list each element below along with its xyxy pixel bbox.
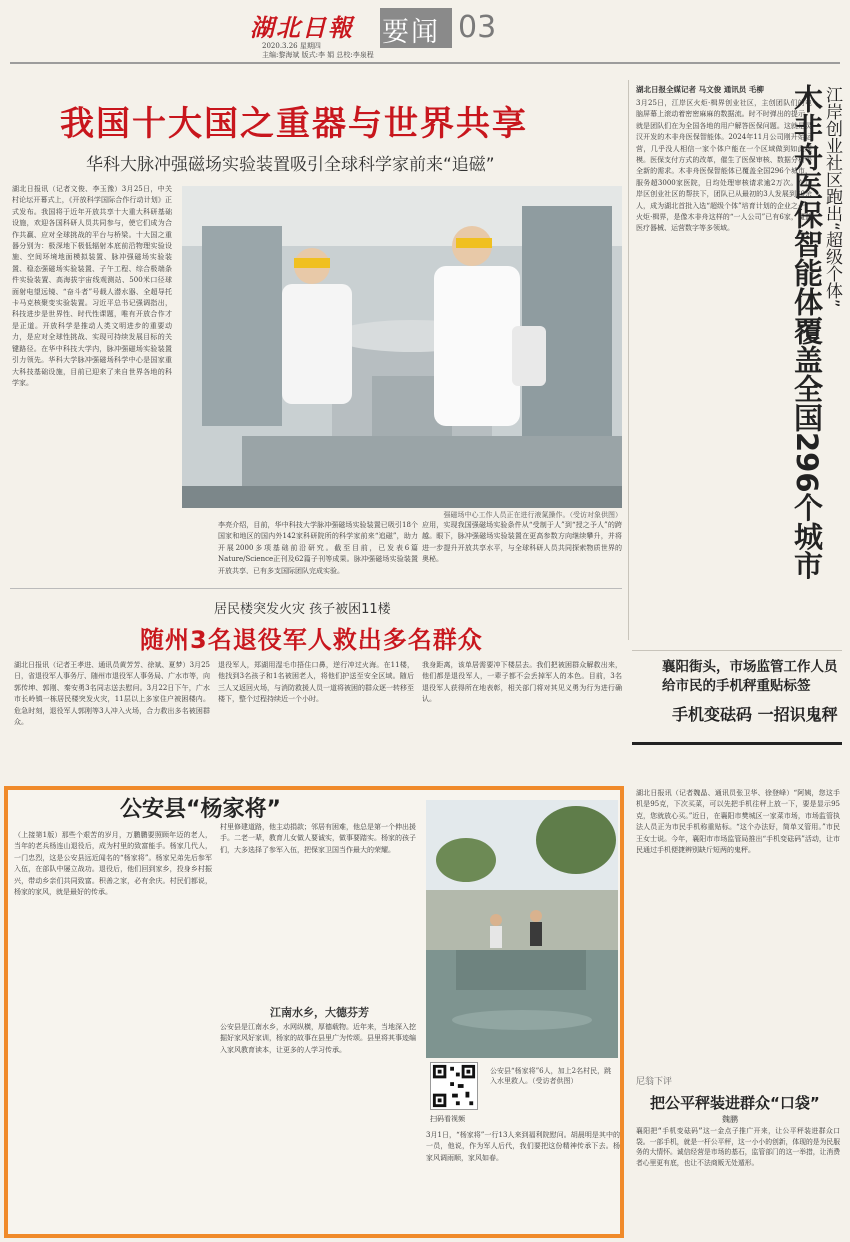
village-scene-image bbox=[426, 800, 618, 1058]
second-story-kicker: 居民楼突发火灾 孩子被困11楼 bbox=[214, 602, 391, 617]
feature-photo bbox=[426, 800, 618, 1058]
column-divider bbox=[628, 80, 629, 640]
feature-col2b: 公安县是江南水乡，水网纵横，厚德载物。近年来，当地深入挖掘好家风好家训，杨家的故事在县里广为传颂。县里将其事迹编入家风教育读本，让更多的人学习传承。 bbox=[220, 1023, 416, 1054]
second-story-headline: 随州3名退役军人救出多名群众 bbox=[140, 626, 483, 654]
feature-col1: （上接第1版）那些个艰苦的岁月，万鹏鹏要照顾年迈的老人，当年的老兵杨连山退役后，成为村里的致富能手。杨家几代人，一门忠烈，这是公安县远近闻名的“杨家将”。杨家兄弟先后参军入伍，在部队中屡立战功。退役后，他们回到家乡，投身乡村振兴，带动乡亲们共同致富。积善之家，必有余庆。村民们都说，杨家的家风，就是最好的传承。 bbox=[14, 831, 212, 897]
lab-scene-image bbox=[182, 186, 622, 508]
market-story-rule bbox=[632, 742, 842, 745]
qr-label: 扫码看视频 bbox=[430, 1115, 465, 1123]
lead-photo bbox=[182, 186, 622, 508]
editor-line: 主编:黎海斌 版式:李 娟 总校:李泉程 bbox=[262, 51, 374, 59]
lead-subhead: 华科大脉冲强磁场实验装置吸引全球科学家前来“追磁” bbox=[86, 155, 495, 175]
second-story-col1: 湖北日报讯（记者王孝进、通讯员黄芳芳、徐斌、夏梦）3月25日，省退役军人事务厅、随州市退役军人事务局、广水市等，向郭传坤、郭刚、秦安勇3名同志送去慰问。3月22日下午，广水市长岭镇一栋居民楼突发火灾，11层以上多家住户被困楼内。危急时刻，退役军人郭刚等3人冲入火场，合力救出多名被困群众。 bbox=[14, 661, 210, 727]
feature-photo-caption: 公安县“杨家将”6人，加上2名村民，跳入水里救人。（受访者供图） bbox=[490, 1067, 612, 1085]
right-divider bbox=[632, 650, 842, 651]
feature-subtitle: 江南水乡，大德芬芳 bbox=[270, 1006, 369, 1019]
right-story-kicker: 江岸创业社区跑出“超级个体” bbox=[822, 86, 842, 308]
lead-headline: 我国十大国之重器与世界共享 bbox=[60, 104, 528, 144]
feature-title: 公安县“杨家将” bbox=[120, 797, 281, 822]
lead-body-col3: 应用，实现我国强磁场实验条件从“受制于人”到“授之予人”的跨越。眼下，脉冲强磁场实验装置在更高参数方向继续攀升，并将进一步提升开放共享水平，与全球科研人员共同探索物质世界的奥秘。 bbox=[422, 521, 622, 564]
feature-col3: 3月1日，“杨家将”一行13人来到福利院慰问。胡晨明是其中的一员，他说，作为军人后代，我们要把这份精神传承下去。杨家风调雨顺，家风如春。 bbox=[426, 1131, 620, 1162]
qr-code[interactable] bbox=[430, 1062, 478, 1110]
feature-col2: 村里修建道路，他主动捐款；邻居有困难，他总是第一个伸出援手。二老一辈，教育儿女做人要诚实，做事要踏实。杨家的孩子们，大多选择了参军入伍，把保家卫国当作最大的荣耀。 bbox=[220, 823, 416, 854]
issue-info bbox=[262, 42, 374, 60]
comment-tag: 尼翁下评 bbox=[636, 1077, 673, 1087]
comment-body: 襄阳把“手机变砝码”这一金点子推广开来，让公平秤装进群众口袋。一部手机，就是一杆公平秤，这一小小的创新，体现的是为民服务的大情怀。诚信经营是市场的基石，监管部门的这一举措，让消费者心里更有底，也让不法商贩无处遁形。 bbox=[636, 1127, 840, 1167]
page-number: 03 bbox=[458, 10, 497, 45]
issue-date: 2020.3.26 星期四 bbox=[262, 42, 321, 50]
story-divider bbox=[10, 588, 622, 589]
masthead-rule bbox=[10, 62, 840, 64]
market-story-headline: 手机变砝码 一招识鬼秤 bbox=[672, 705, 838, 724]
section-label: 要闻 bbox=[382, 17, 440, 48]
lead-photo-caption: 强磁场中心工作人员正在进行液氮操作。（受访对象供图） bbox=[443, 511, 622, 519]
market-story-kicker: 襄阳街头，市场监管工作人员给市民的手机秤重贴标签 bbox=[662, 659, 838, 694]
qr-pattern bbox=[431, 1063, 477, 1109]
market-story-body: 湖北日报讯（记者魏晶、通讯员张卫华、徐登峰）“阿姨，您这手机是95克，下次买菜，可以先把手机往秤上放一下，要是显示95克，您就放心买。”近日，在襄阳市樊城区一家菜市场，市场监管执法人员正为市民手机称重贴标。“这个办法好，简单又管用。”市民王女士说。今年，襄阳市市场监管局推出“手机变砝码”活动，让市民通过手机便捷辨别缺斤短两的鬼秤。 bbox=[636, 789, 840, 855]
second-story-col3: 我身距离，该单居需要冲下楼层去。我们把被困群众解救出来，他们都是退役军人，一辈子都不会丢掉军人的本色。目前，3名退役军人获得所在地表彰，相关部门将对其见义勇为行为进行确认。 bbox=[422, 661, 622, 704]
lead-body: 湖北日报讯（记者文俊、李玉豫）3月25日，中关村论坛开幕式上，《开放科学国际合作行动计划》正式发布。我国将于近年开放共享十大重大科研基础设施，欢迎各国科研人员共同参与，使它们成为合作共赢、应对全球挑战的平台与桥梁。十大国之重器分别为：极深地下极低辐射本底前沿物理实验设施、空间环境地面模拟装置、脉冲强磁场实验装置、稳态强磁场实验装置、子午工程、综合极端条件实验装置、高海拔宇宙线观测站、500米口径球面射电望远镜、“奋斗者”号载人潜水器、全超导托卡马克核聚变实验装置。习近平总书记强调指出，科技进步是世界性、时代性课题，唯有开放合作才是正道。开放科学是推动人类文明进步的重要动力，是应对全球性挑战、实现可持续发展目标的关键路径。在华中科技大学内，脉冲强磁场实验装置引力领先。华科大学脉冲强磁场科学中心是国家重大科技基础设施，目前已迎来了来自世界各地的科学家。 bbox=[12, 185, 172, 387]
masthead bbox=[0, 0, 850, 72]
comment-headline: 把公平秤装进群众“口袋” bbox=[650, 1094, 820, 1112]
right-story-body: 3月25日，江岸区火炬·楫界创业社区，主创团队们的电脑屏幕上滚动着密密麻麻的数据流。时不时弹出的提示，就是团队们在为全国各地的用户解答医保问题。这就是灵汉开发的木非舟医保智能体。2024年11月公司刚开始运营，几乎没人相信一家个体户能在一个区域做到如此规模。医保支付方式的改革，催生了医保审核、数据分析等全新的需求。木非舟医保智能体已覆盖全国296个城市，服务超3000家医院，日均处理审核请求逾2万次。在江岸区创业社区的帮扶下，团队已从最初的3人发展到30余人，成为湖北首批入选“超级个体”培育计划的企业之一。火炬·楫界，是像木非舟这样的“一人公司”已有6家，覆盖医疗器械、运营数字等多领域。 bbox=[636, 99, 812, 233]
newspaper-logo bbox=[250, 8, 370, 40]
comment-byline: 魏鹏 bbox=[722, 1115, 738, 1124]
right-story-headline: 木非舟医保智能体覆盖全国296个城市 bbox=[790, 84, 824, 580]
lead-body-col2: 李亮介绍，目前，华中科技大学脉冲强磁场实验装置已吸引18个国家和地区的国内外142家科研院所的科学家前来“追磁”，助力开展2000多项基础前沿研究。截至目前，已发表6篇Nature/Science正刊及62篇子刊等成果。脉冲强磁场实验装置开放共享，已有多支国际团队完成实验。 bbox=[218, 521, 418, 574]
second-story-col2: 退役军人，郑湖用湿毛巾捂住口鼻，逆行冲过火海。在11楼，他找到3名孩子和1名被困老人，将他们护送至安全区域。随后三人又返回火场，与消防救援人员一道将被困的群众逐一转移至楼下，整个过程持续近一个小时。 bbox=[218, 661, 414, 704]
logo-text: 湖北日報 bbox=[250, 13, 354, 42]
right-story-byline: 湖北日报全媒记者 马文俊 通讯员 毛柳 bbox=[636, 85, 764, 94]
